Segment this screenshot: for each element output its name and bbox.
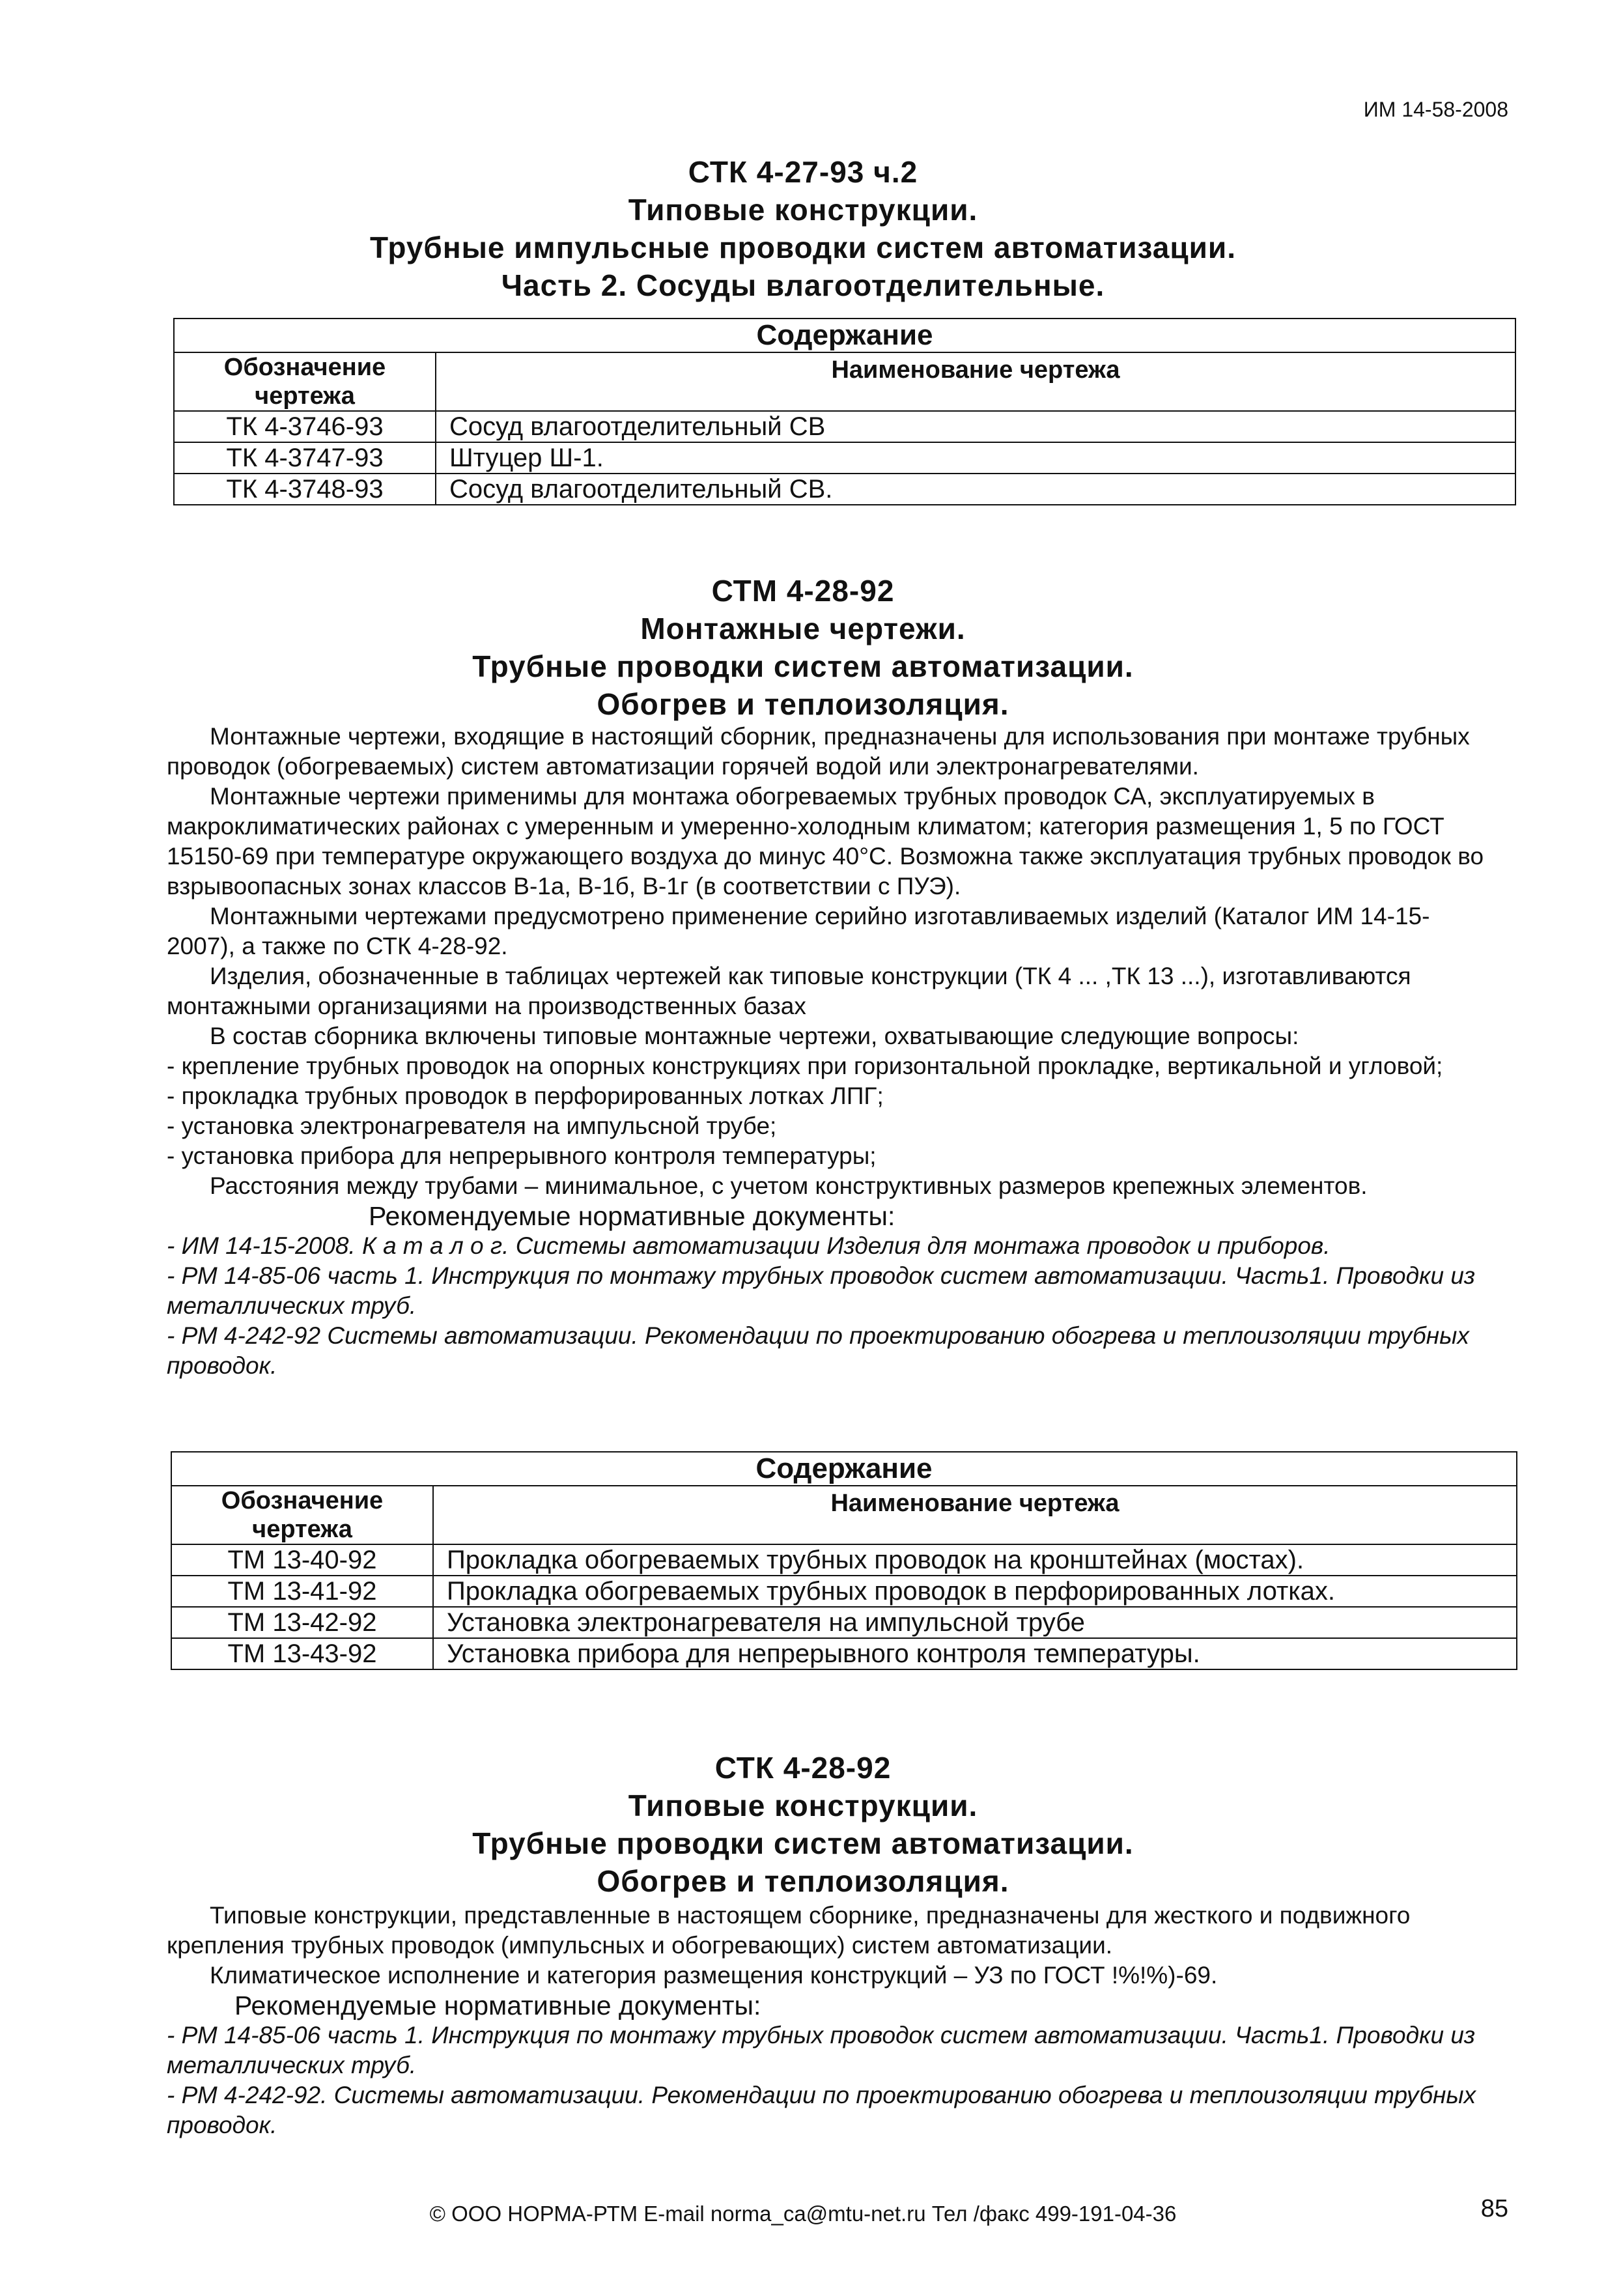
title-line: Часть 2. Сосуды влагоотделительные. [501, 268, 1105, 302]
table-caption: Содержание [174, 319, 1515, 352]
title-line: СТМ 4-28-92 [711, 574, 895, 608]
section-1-title [0, 153, 1606, 304]
page-number: 85 [1480, 2195, 1508, 2222]
footer-contacts: © ООО НОРМА-РТМ E-mail norma_ca@mtu-net.ru Тел /факс 499-191-04-36 [429, 2202, 1177, 2226]
table-row [174, 442, 1515, 474]
paragraph: Типовые конструкции, представленные в настоящем сборнике, предназначены для жесткого и подвижного крепления трубных проводок (импульсных и обогревающих) систем автоматизации. [167, 1902, 1411, 1959]
section-2-body [167, 722, 1489, 1381]
drawing-code: ТМ 13-43-92 [171, 1638, 433, 1669]
table-caption: Содержание [171, 1452, 1517, 1486]
drawing-code: ТМ 13-41-92 [171, 1576, 433, 1607]
paragraph: Монтажные чертежи, входящие в настоящий сборник, предназначены для использования при монтаже трубных проводок (обогреваемых) систем автоматизации горячей водой или электронагревателями. [167, 723, 1470, 780]
header-line: чертежа [255, 382, 355, 410]
table-row [174, 474, 1515, 505]
drawing-name: Установка электронагревателя на импульсной трубе [433, 1607, 1517, 1638]
title-line: Монтажные чертежи. [640, 612, 966, 645]
paragraph: Климатическое исполнение и категория размещения конструкций – УЗ по ГОСТ !%!%)-69. [210, 1962, 1218, 1989]
drawing-name: Прокладка обогреваемых трубных проводок на кронштейнах (мостах). [433, 1544, 1517, 1576]
section-2-title [0, 572, 1606, 723]
list-item: - установка электронагревателя на импульсной трубе; [167, 1113, 777, 1139]
reference-item: - РМ 4-242-92 Системы автоматизации. Рекомендации по проектированию обогрева и теплоизоляции трубных проводок. [167, 1322, 1469, 1379]
recommended-docs-heading: Рекомендуемые нормативные документы: [369, 1201, 895, 1231]
list-item: - крепление трубных проводок на опорных конструкциях при горизонтальной прокладке, вертикальной и угловой; [167, 1053, 1443, 1079]
title-line: Типовые конструкции. [628, 1789, 978, 1822]
title-line: Типовые конструкции. [628, 193, 978, 227]
drawing-code: ТК 4-3747-93 [174, 442, 436, 474]
title-line: Трубные проводки систем автоматизации. [472, 649, 1134, 683]
drawing-code: ТК 4-3746-93 [174, 411, 436, 442]
reference-item: - РМ 14-85-06 часть 1. Инструкция по монтажу трубных проводок систем автоматизации. Часть1. Проводки из металлических труб. [167, 2022, 1476, 2078]
table-row [171, 1576, 1517, 1607]
column-header-name: Наименование чертежа [433, 1486, 1517, 1544]
column-header-code [174, 352, 436, 411]
title-line: Трубные импульсные проводки систем автоматизации. [370, 231, 1236, 264]
drawing-code: ТМ 13-42-92 [171, 1607, 433, 1638]
title-line: Обогрев и теплоизоляция. [597, 687, 1009, 721]
drawing-name: Сосуд влагоотделительный СВ [436, 411, 1515, 442]
reference-item: - ИМ 14-15-2008. К а т а л о г. Системы автоматизации Изделия для монтажа проводок и приборов. [167, 1232, 1331, 1259]
list-item: - прокладка трубных проводок в перфорированных лотках ЛПГ; [167, 1083, 884, 1109]
table-row [171, 1607, 1517, 1638]
paragraph: Монтажными чертежами предусмотрено применение серийно изготавливаемых изделий (Каталог ИМ 14-15-2007), а также по СТК 4-28-92. [167, 903, 1430, 959]
table-row [171, 1638, 1517, 1669]
title-line: Обогрев и теплоизоляция. [597, 1864, 1009, 1898]
drawing-name: Штуцер Ш-1. [436, 442, 1515, 474]
column-header-name: Наименование чертежа [436, 352, 1515, 411]
paragraph: Расстояния между трубами – минимальное, с учетом конструктивных размеров крепежных элементов. [210, 1172, 1368, 1199]
recommended-docs-heading: Рекомендуемые нормативные документы: [234, 1991, 761, 2020]
contents-table-1 [173, 318, 1516, 505]
contents-table-2 [171, 1451, 1517, 1670]
reference-item: - РМ 14-85-06 часть 1. Инструкция по монтажу трубных проводок систем автоматизации. Часть1. Проводки из металлических труб. [167, 1262, 1476, 1319]
reference-item: - РМ 4-242-92. Системы автоматизации. Рекомендации по проектированию обогрева и теплоизоляции трубных проводок. [167, 2082, 1476, 2138]
drawing-name: Сосуд влагоотделительный СВ. [436, 474, 1515, 505]
section-3-body [167, 1901, 1489, 2140]
document-code: ИМ 14-58-2008 [1363, 98, 1508, 121]
header-line: чертежа [252, 1516, 352, 1543]
title-line: СТК 4-27-93 ч.2 [688, 155, 918, 189]
list-item: - установка прибора для непрерывного контроля температуры; [167, 1142, 877, 1169]
table-row [171, 1544, 1517, 1576]
paragraph: Изделия, обозначенные в таблицах чертежей как типовые конструкции (ТК 4 ... ,ТК 13 ...), изготавливаются монтажными организациями на производственных базах [167, 963, 1411, 1019]
drawing-name: Прокладка обогреваемых трубных проводок в перфорированных лотках. [433, 1576, 1517, 1607]
column-header-code [171, 1486, 433, 1544]
header-line: Обозначение [221, 1487, 384, 1514]
paragraph: В состав сборника включены типовые монтажные чертежи, охватывающие следующие вопросы: [210, 1023, 1299, 1049]
section-3-title [0, 1749, 1606, 1900]
drawing-name: Установка прибора для непрерывного контроля температуры. [433, 1638, 1517, 1669]
title-line: СТК 4-28-92 [714, 1751, 892, 1785]
title-line: Трубные проводки систем автоматизации. [472, 1826, 1134, 1860]
drawing-code: ТМ 13-40-92 [171, 1544, 433, 1576]
table-row [174, 411, 1515, 442]
header-line: Обозначение [223, 354, 386, 381]
drawing-code: ТК 4-3748-93 [174, 474, 436, 505]
paragraph: Монтажные чертежи применимы для монтажа обогреваемых трубных проводок СА, эксплуатируемых в макроклиматических районах с умеренным и умеренно-холодным климатом; категория размещения 1, 5 по ГОСТ 15150-69 при температуре окружающего воздуха до минус 40°С. Возможна также эксплуатация трубных проводок во взрывоопасных зонах классов В-1а, В-1б, В-1г (в соответствии с ПУЭ). [167, 783, 1484, 900]
